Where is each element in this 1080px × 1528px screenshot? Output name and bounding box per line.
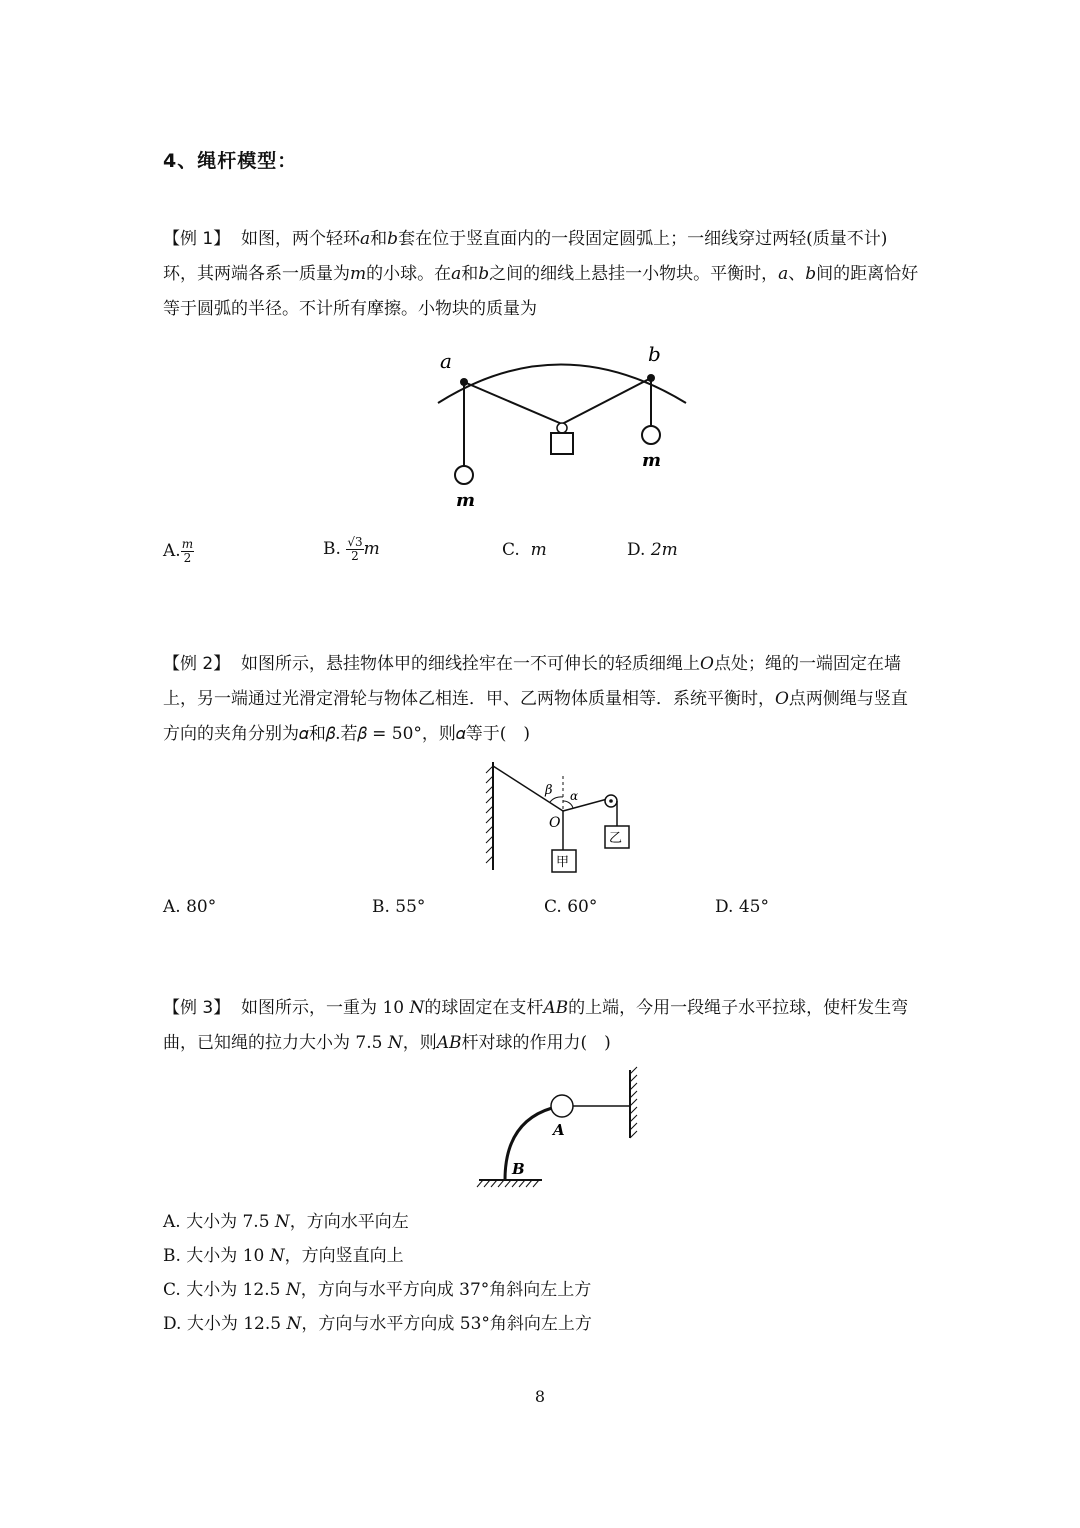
example-1-option-d xyxy=(627,540,678,560)
label-a: a xyxy=(440,349,452,373)
example-1-option-b xyxy=(323,536,380,563)
label-yi: 乙 xyxy=(609,831,623,846)
example-1-option-c xyxy=(502,540,547,560)
pulley-axle xyxy=(609,799,613,803)
fraction-numerator: m xyxy=(181,537,194,551)
option-c-value: m xyxy=(530,540,547,560)
fraction-denominator: 2 xyxy=(351,549,359,563)
example-2-text: 如图所示，悬挂物体甲的细线拴牢在一不可伸长的轻质细绳上𝑂点处；绳的一端固定在墙上，另一端通过光滑定滑轮与物体乙相连．甲、乙两物体质量相等．系统平衡时，𝑂点两侧绳与竖直方向的夹角分别为𝛼和𝛽.若𝛽 = 50°，则𝛼等于( ) xyxy=(163,654,908,744)
example-2-tag: 【例 2】 xyxy=(163,654,231,674)
example-1-question xyxy=(163,222,921,327)
example-2-option-d: D. 45° xyxy=(715,897,769,917)
example-2-option-a: A. 80° xyxy=(163,897,217,917)
label-b: b xyxy=(648,342,661,366)
label-beta: β xyxy=(545,783,553,798)
option-c-prefix: C. xyxy=(502,540,520,560)
example-1-figure xyxy=(430,338,695,513)
ground-hatching xyxy=(477,1180,539,1187)
fixed-arc xyxy=(438,365,686,404)
example-3-option-b: B. 大小为 10 𝑁，方向竖直向上 xyxy=(163,1246,404,1266)
example-1-text: 如图，两个轻环𝑎和𝑏套在位于竖直面内的一段固定圆弧上；一细线穿过两轻(质量不计)环，其两端各系一质量为𝑚的小球。在𝑎和𝑏之间的细线上悬挂一小物块。平衡时，𝑎、𝑏间的距离恰好等于圆弧的半径。不计所有摩擦。小物块的质量为 xyxy=(163,229,919,319)
wall-hatching xyxy=(486,766,493,863)
option-a-prefix: A. xyxy=(163,541,181,561)
ball-left xyxy=(455,466,473,484)
section-title: 4、绳杆模型： xyxy=(163,150,298,172)
example-2-question xyxy=(163,647,921,752)
example-3-text: 如图所示，一重为 10 𝑁的球固定在支杆𝐴𝐵的上端，今用一段绳子水平拉球，使杆发生弯曲，已知绳的拉力大小为 7.5 𝑁，则𝐴𝐵杆对球的作用力( ) xyxy=(163,998,909,1053)
fraction-sqrt3-over-2 xyxy=(346,536,363,563)
option-d-value: 2m xyxy=(650,540,678,560)
example-1-option-a xyxy=(163,538,194,565)
example-3-figure xyxy=(474,1066,644,1194)
option-b-prefix: B. xyxy=(323,539,341,559)
fraction-numerator: √3 xyxy=(347,535,363,549)
label-B: B xyxy=(512,1160,525,1178)
small-block xyxy=(551,433,573,454)
example-3-option-c: C. 大小为 12.5 𝑁，方向与水平方向成 37°角斜向左上方 xyxy=(163,1280,592,1300)
right-wall-hatching xyxy=(630,1067,637,1138)
label-A: A xyxy=(553,1121,565,1139)
hook-ring xyxy=(557,423,567,433)
option-b-suffix: m xyxy=(363,539,380,559)
option-d-prefix: D. xyxy=(627,540,646,560)
page-number: 8 xyxy=(534,1387,546,1406)
example-3-tag: 【例 3】 xyxy=(163,998,231,1018)
ring-b xyxy=(647,374,655,382)
label-O: O xyxy=(549,815,561,831)
string-a-to-hook xyxy=(464,382,562,424)
example-3-option-a: A. 大小为 7.5 𝑁，方向水平向左 xyxy=(163,1212,409,1232)
ring-a xyxy=(460,378,468,386)
fraction-m-over-2 xyxy=(181,538,194,565)
example-1-tag: 【例 1】 xyxy=(163,229,231,249)
fraction-denominator: 2 xyxy=(183,551,192,565)
string-hook-to-b xyxy=(562,378,651,424)
label-alpha: α xyxy=(570,789,579,803)
label-m-left: m xyxy=(456,490,476,511)
example-2-figure xyxy=(480,758,640,878)
ball-right xyxy=(642,426,660,444)
example-2-option-c: C. 60° xyxy=(544,897,598,917)
example-2-option-b: B. 55° xyxy=(372,897,426,917)
example-3-option-d: D. 大小为 12.5 𝑁，方向与水平方向成 53°角斜向左上方 xyxy=(163,1314,592,1334)
label-jia: 甲 xyxy=(556,855,570,870)
example-3-question xyxy=(163,991,921,1061)
label-m-right: m xyxy=(642,450,662,471)
ball xyxy=(551,1095,573,1117)
